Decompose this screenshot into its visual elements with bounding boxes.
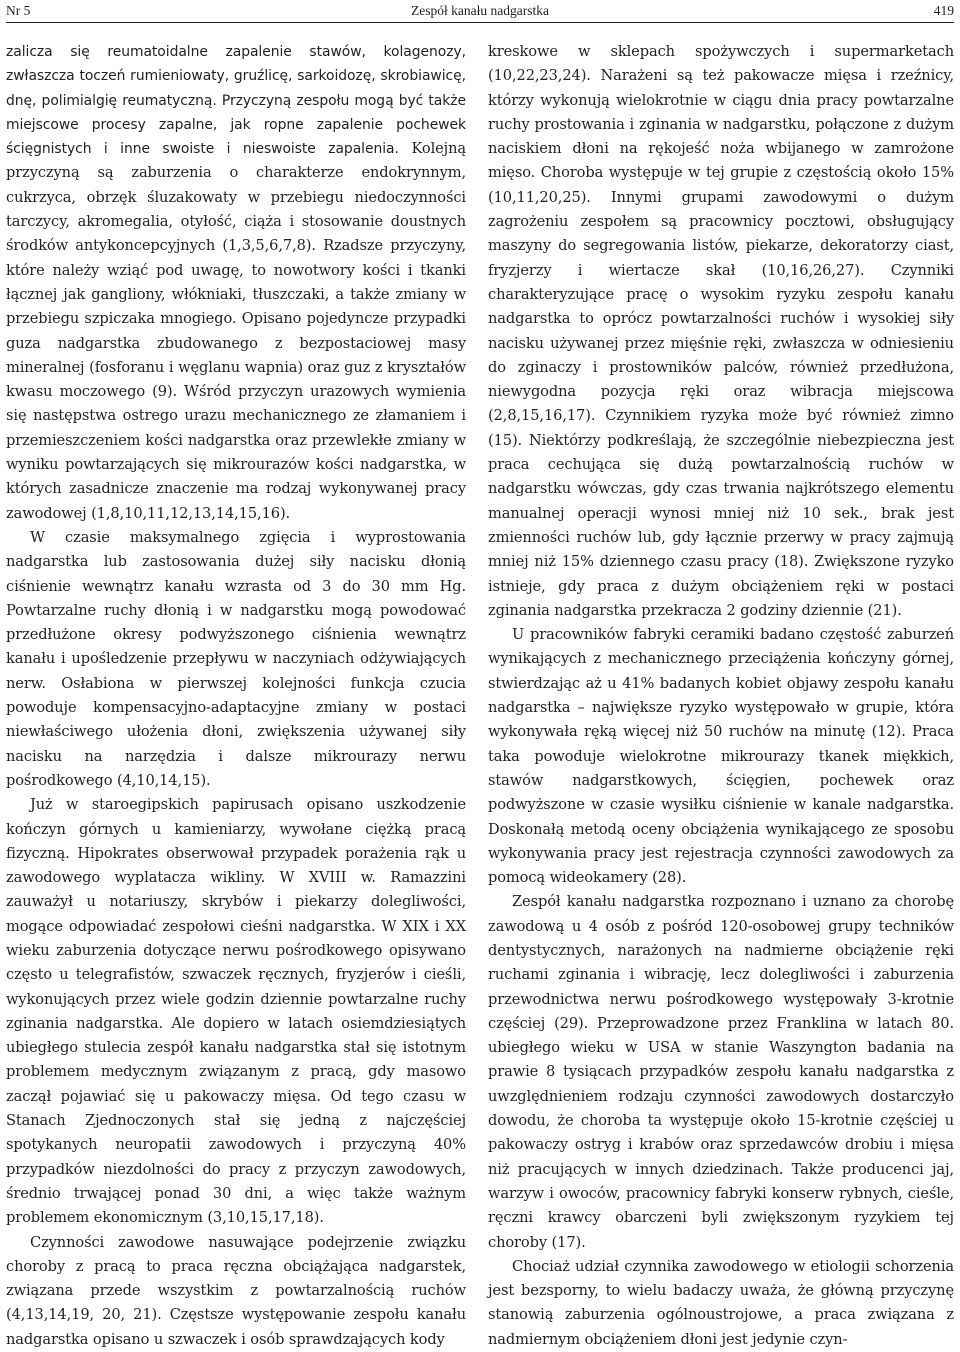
left-column — [6, 40, 466, 1352]
paragraph — [6, 40, 466, 526]
paragraph: W czasie maksymalnego zgięcia i wyprostowania nadgarstka lub zastosowania dużej siły nacisku dłonią ciśnienie wewnątrz kanału wzrasta od 3 do 30 mm Hg. Powtarzalne ruchy dłonią i w nadgarstku mogą powodować przedłużone okresy podwyższonego ciśnienia wewnątrz kanału i upośledzenie przepływu w naczyniach odżywiających nerw. Osłabiona w pierwszej kolejności funkcja czucia powoduje kompensacyjno-adaptacyjne zmiany w postaci niewłaściwego ułożenia dłoni, zwiększenia używanej siły nacisku na narzędzia i dalsze mikrourazy nerwu pośrodkowego (4,10,14,15). — [6, 528, 466, 789]
right-column — [488, 40, 954, 1352]
paragraph: kreskowe w sklepach spożywczych i supermarketach (10,22,23,24). Narażeni są też pakowacze mięsa i rzeźnicy, którzy wykonują wielokrotnie w ciągu dnia pracy powtarzalne ruchy prostowania i zginania w nadgarstku, połączone z dużym naciskiem dłoni na rękojeść noża wbijanego w zamrożone mięso. Choroba występuje w tej grupie z częstością około 15% (10,11,20,25). Innymi grupami zawodowymi o dużym zagrożeniu zespołem są pracownicy pocztowi, obsługujący maszyny do segregowania listów, piekarze, dekoratorzy ciast, fryzjerzy i wiertacze skał (10,16,26,27). Czynniki charakteryzujące pracę o wysokim ryzyku zespołu kanału nadgarstka to oprócz powtarzalności ruchów i wysokiej siły nacisku używanej przez mięśnie ręki, zwłaszcza w odniesieniu do zginaczy i prostowników palców, również przedłużona, niewygodna pozycja ręki oraz wibracja miejscowa (2,8,15,16,17). Czynnikiem ryzyka może być również zimno (15). Niektórzy podkreślają, że szczególnie niebezpieczna jest praca cechująca się dużą powtarzalnością ruchów w nadgarstku wówczas, gdy czas trwania najkrótszego elementu manualnej operacji wynosi mniej niż 10 sek., brak jest zmienności ruchów lub, gdy łącznie przerwy w pracy zajmują mniej niż 15% dziennego czasu pracy (18). Zwiększone ryzyko istnieje, gdy praca z dużym obciążeniem ręki w postaci zginania nadgarstka przekracza 2 godziny dziennie (21). — [488, 43, 954, 619]
paragraph: Zespół kanału nadgarstka rozpoznano i uznano za chorobę zawodową u 4 osób z pośród 120-osobowej grupy techników dentystycznych, narażonych na nadmierne obciążenie ręki ruchami zginania i wibrację, lecz dolegliwości i zaburzenia przewodnictwa nerwu pośrodkowego występowały 3-krotnie częściej (29). Przeprowadzone przez Franklina w latach 80. ubiegłego wieku w USA w stanie Waszyngton badania na prawie 8 tysiącach przypadków zespołu kanału nadgarstka z uwzględnieniem rodzaju czynności zawodowych dostarczyło dowodu, że choroba ta występuje około 15-krotnie częściej u pakowaczy ostryg i krabów oraz sprzedawców drobiu i mięsa niż pracujących w innych dziedzinach. Także producenci jaj, warzyw i owoców, pracownicy fabryki konserw rybnych, cieśle, ręczni krawcy obarczeni byli zwiększonym ryzykiem tej choroby (17). — [488, 893, 954, 1251]
paragraph: Czynności zawodowe nasuwające podejrzenie związku choroby z pracą to praca ręczna obciążająca nadgarstek, związana przede wszystkim z powtarzalnością ruchów (4,13,14,19, 20, 21). Częstsze występowanie zespołu kanału nadgarstka opisano u szwaczek i osób sprawdzających kody — [6, 1233, 466, 1348]
issue-number: Nr 5 — [6, 3, 31, 18]
paragraph: Już w staroegipskich papirusach opisano uszkodzenie kończyn górnych u kamieniarzy, wywołane ciężką pracą fizyczną. Hipokrates obserwował przypadek porażenia rąk u zawodowego wyplatacza wikliny. W XVIII w. Ramazzini zauważył u notariuszy, skrybów i piekarzy dolegliwości, mogące odpowiadać zespołowi cieśni nadgarstka. W XIX i XX wieku zaburzenia dotyczące nerwu pośrodkowego opisywano często u telegrafistów, szwaczek ręcznych, fryzjerów i cieśli, wykonujących przez wiele godzin dziennie powtarzalne ruchy zginania nadgarstka. Ale dopiero w latach osiemdziesiątych ubiegłego stulecia zespół kanału nadgarstka stał się istotnym problemem medycznym związanym z pracą, gdy masowo zaczął pojawiać się u pakowaczy mięsa. Od tego czasu w Stanach Zjednoczonych stał się jedną z najczęściej spotykanych neuropatii zawodowych i przyczyną 40% przypadków niezdolności do pracy z przyczyn zawodowych, średnio trwającej ponad 30 dni, a więc także ważnym problemem ekonomicznym (3,10,15,17,18). — [6, 796, 466, 1227]
running-title: Zespół kanału nadgarstka — [411, 3, 549, 18]
page-number: 419 — [933, 3, 954, 18]
paragraph: Chociaż udział czynnika zawodowego w etiologii schorzenia jest bezsporny, to wielu badaczy uważa, że główną przyczynę stanowią zaburzenia ogólnoustrojowe, a praca związana z nadmiernym obciążeniem dłoni jest jedynie czyn- — [488, 1257, 954, 1348]
paragraph-text-sans: zalicza się reumatoidalne zapalenie stawów, kolagenozy, zwłaszcza toczeń rumieniowaty, gruźlicę, sarkoidozę, skrobiawicę, dnę, polimialgię reumatyczną. Przyczyną zespołu mogą być także miejscowe procesy zapalne, jak ropne zapalenie pochewek ścięgnistych i inne swoiste i nieswoiste zapalenia. — [6, 44, 466, 158]
paragraph: U pracowników fabryki ceramiki badano częstość zaburzeń wynikających z mechanicznego przeciążenia kończyny górnej, stwierdzając aż u 41% badanych kobiet objawy zespołu kanału nadgarstka – największe ryzyko występowało w grupie, która wykonywała ręką więcej niż 50 ruchów na minutę (12). Praca taka powoduje wielokrotne mikrourazy tkanek miękkich, stawów nadgarstkowych, ścięgien, pochewek oraz podwyższone w czasie wysiłku ciśnienie w kanale nadgarstka. Doskonałą metodą oceny obciążenia wynikającego ze sposobu wykonywania pracy jest rejestracja czynności zawodowych za pomocą wideokamery (28). — [488, 626, 954, 887]
running-header — [6, 0, 954, 23]
paragraph-text: Kolejną przyczyną są zaburzenia o charakterze endokrynnym, cukrzyca, obrzęk śluzakowaty w przebiegu niedoczynności tarczycy, akromegalia, otyłość, ciąża i stosowanie doustnych środków antykoncepcyjnych (1,3,5,6,7,8). Rzadsze przyczyny, które należy wziąć pod uwagę, to nowotwory kości i tkanki łącznej jak gangliony, włókniaki, tłuszczaki, a także zmiany w przebiegu szpiczaka mnogiego. Opisano pojedyncze przypadki guza nadgarstka zbudowanego z bezpostaciowej masy mineralnej (fosforanu i węglanu wapnia) oraz guz z kryształów kwasu moczowego (9). Wśród przyczyn urazowych wymienia się następstwa ostrego urazu mechanicznego ze złamaniem i przemieszczeniem kości nadgarstka oraz przewlekłe zmiany w wyniku powtarzających się mikrourazów kości nadgarstka, w których zasadnicze znaczenie ma rodzaj wykonywanej pracy zawodowej (1,8,10,11,12,13,14,15,16). — [6, 140, 466, 522]
